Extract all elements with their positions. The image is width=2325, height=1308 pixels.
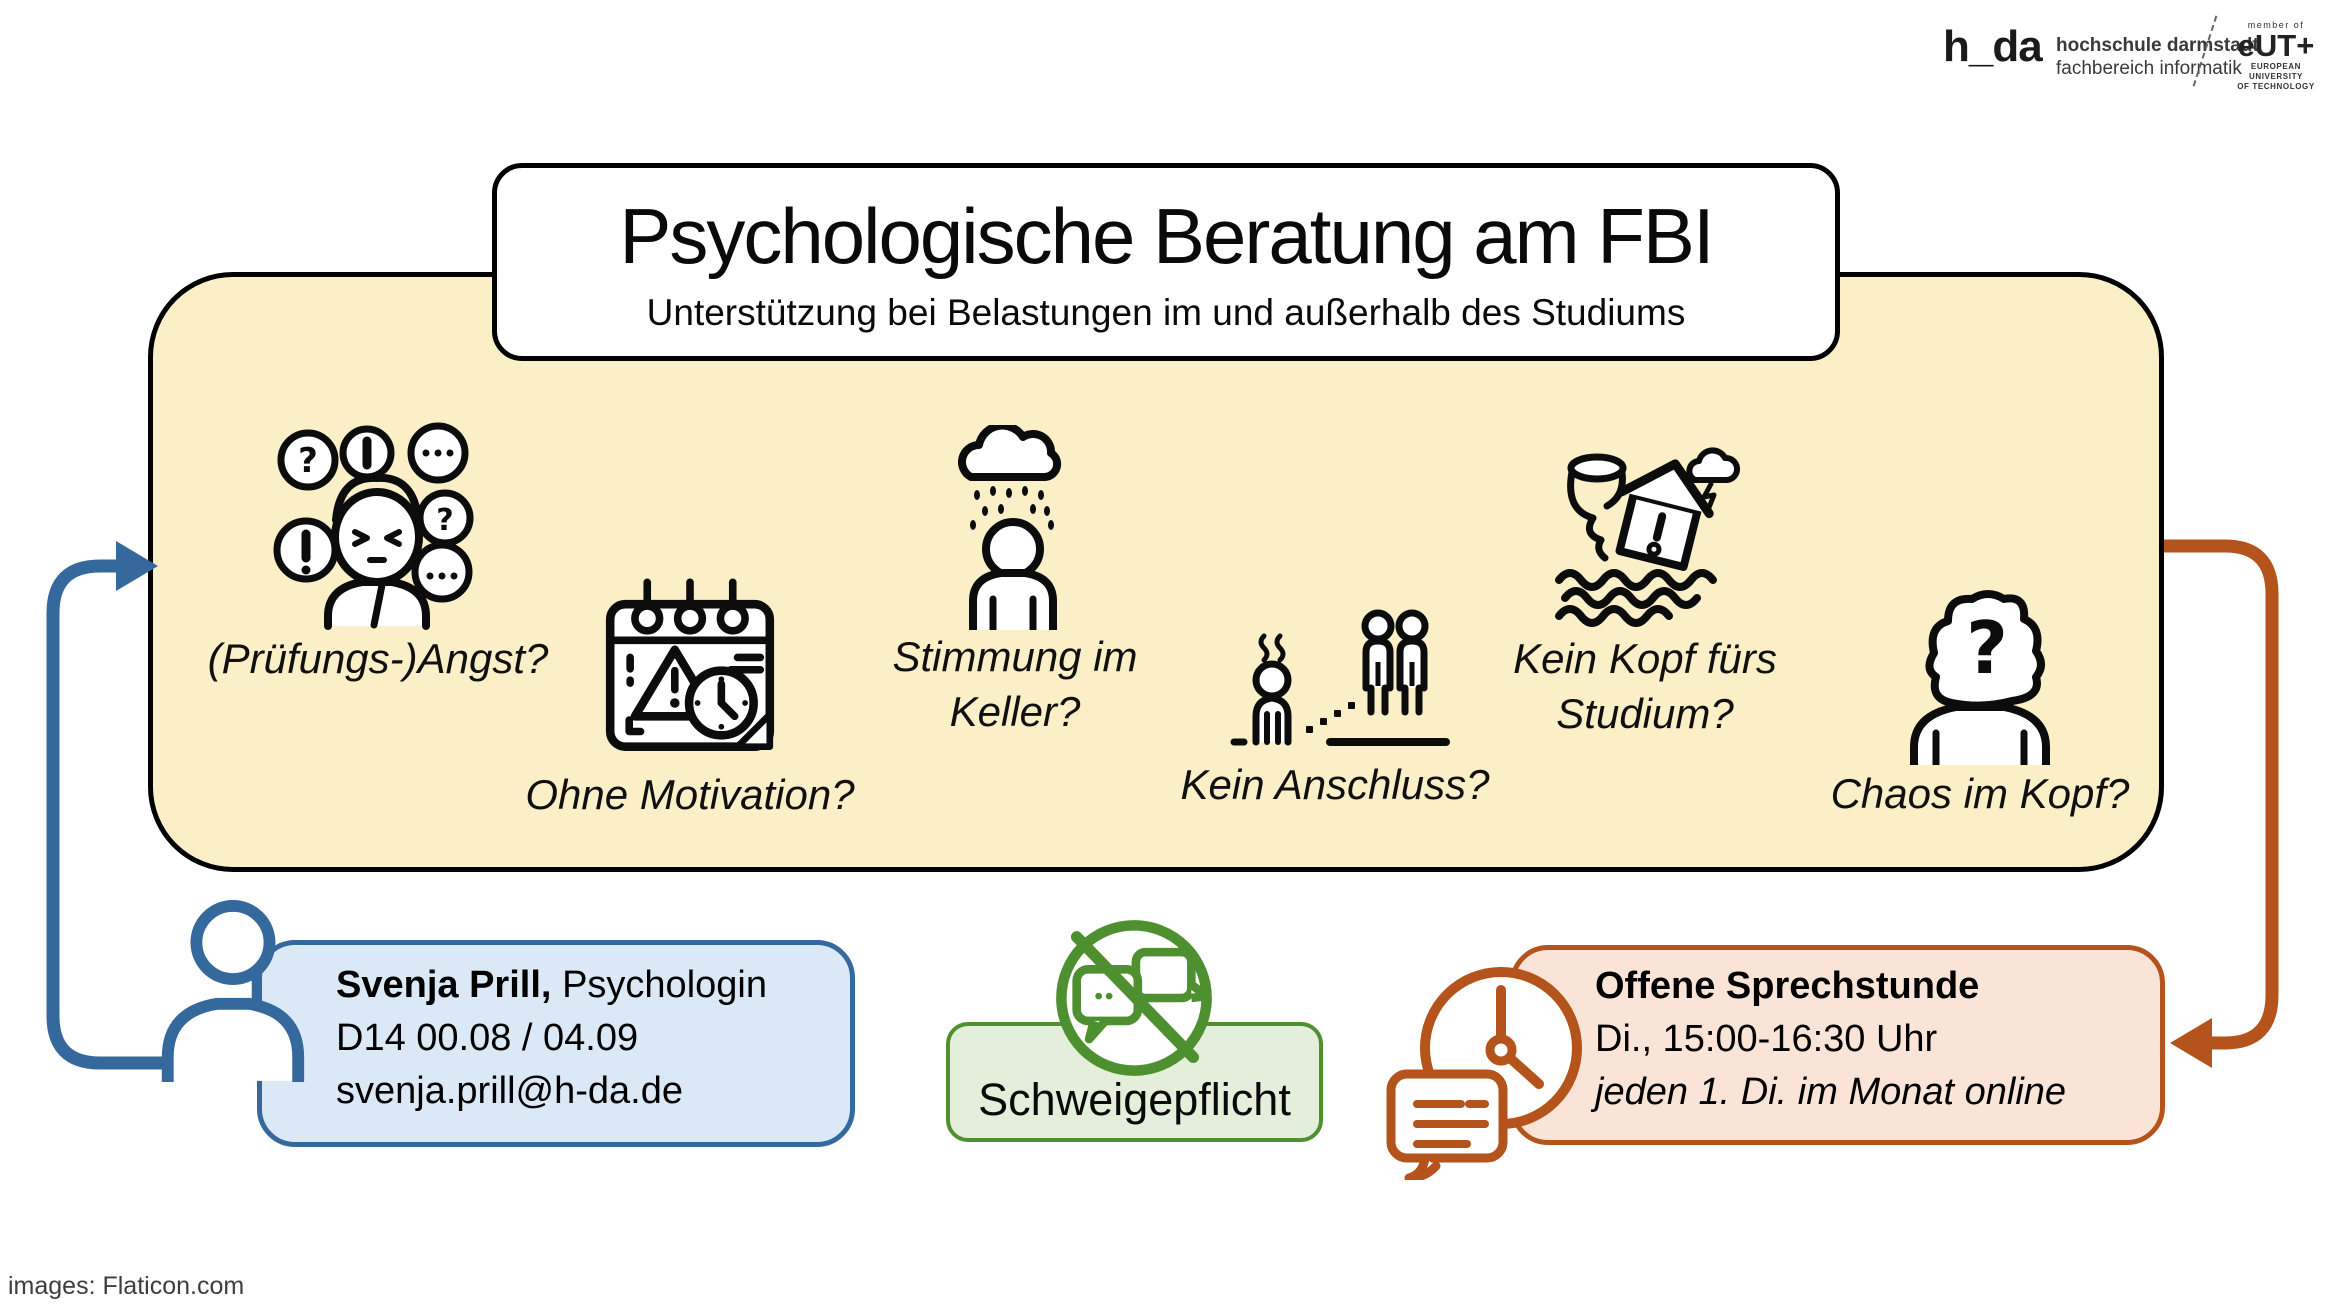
contact-name-line <box>336 959 767 1012</box>
contact-email: svenja.prill@h-da.de <box>336 1070 683 1112</box>
concern-stimmung-im-keller <box>892 425 1138 735</box>
contact-role: Psychologin <box>562 964 767 1006</box>
consultation-time: Di., 15:00-16:30 Uhr <box>1595 1018 1938 1060</box>
clock-chat-icon <box>1383 952 1588 1180</box>
hda-logo: h_da <box>1943 22 2042 71</box>
no-talking-icon <box>1048 912 1220 1084</box>
concern-ohne-motivation <box>525 570 855 818</box>
question-head-icon <box>1890 565 2070 765</box>
image-credit: images: Flaticon.com <box>8 1272 245 1300</box>
svg-text:?: ? <box>1966 606 2008 690</box>
concern-label: Chaos im Kopf? <box>1830 770 2130 817</box>
hda-logo-line2: fachbereich informatik <box>2056 58 2242 79</box>
page-title: Psychologische Beratung am FBI <box>619 191 1713 280</box>
concern-label: (Prüfungs-)Angst? <box>207 635 549 682</box>
sinking-house-icon <box>1545 440 1745 630</box>
calendar-warning-icon <box>595 570 785 760</box>
contact-text <box>336 959 767 1118</box>
title-card <box>492 163 1840 361</box>
concern-label: Stimmung im Keller? <box>892 633 1138 735</box>
contact-card <box>257 940 855 1147</box>
contact-room: D14 00.08 / 04.09 <box>336 1017 639 1059</box>
eut-wordmark: eUT+ <box>2237 28 2315 63</box>
consultation-text <box>1595 960 2066 1119</box>
anxious-person-icon <box>270 420 490 630</box>
hda-logo-line1: hochschule darmstadt <box>2056 35 2259 56</box>
concern-label: Ohne Motivation? <box>525 771 855 818</box>
concern-label: Kein Anschluss? <box>1180 761 1490 808</box>
confidentiality-label: Schweigepflicht <box>978 1074 1291 1125</box>
page-subtitle: Unterstützung bei Belastungen im und außerhalb des Studiums <box>646 291 1686 333</box>
eut-logo <box>2224 20 2325 92</box>
eut-member-of-text: member of <box>2247 20 2305 30</box>
concern-kein-anschluss <box>1180 600 1490 808</box>
consultation-title: Offene Sprechstunde <box>1595 965 1980 1007</box>
contact-name: Svenja Prill, <box>336 964 552 1006</box>
social-exclusion-icon <box>1220 600 1450 760</box>
concern-pruefungsangst <box>207 420 549 682</box>
orange-loop-arrow <box>2150 510 2310 1090</box>
concern-kein-kopf <box>1513 440 1777 737</box>
eut-logo-line2: OF TECHNOLOGY <box>2237 82 2315 91</box>
concern-chaos-im-kopf <box>1830 565 2130 817</box>
person-icon <box>146 890 314 1082</box>
eut-logo-line1: EUROPEAN UNIVERSITY <box>2248 62 2303 81</box>
svg-text:?: ? <box>436 503 454 538</box>
consultation-card <box>1510 945 2165 1145</box>
consultation-note: jeden 1. Di. im Monat online <box>1595 1071 2067 1113</box>
rain-cloud-person-icon <box>935 425 1095 630</box>
concern-label: Kein Kopf fürs Studium? <box>1513 635 1777 737</box>
svg-text:?: ? <box>298 441 318 481</box>
